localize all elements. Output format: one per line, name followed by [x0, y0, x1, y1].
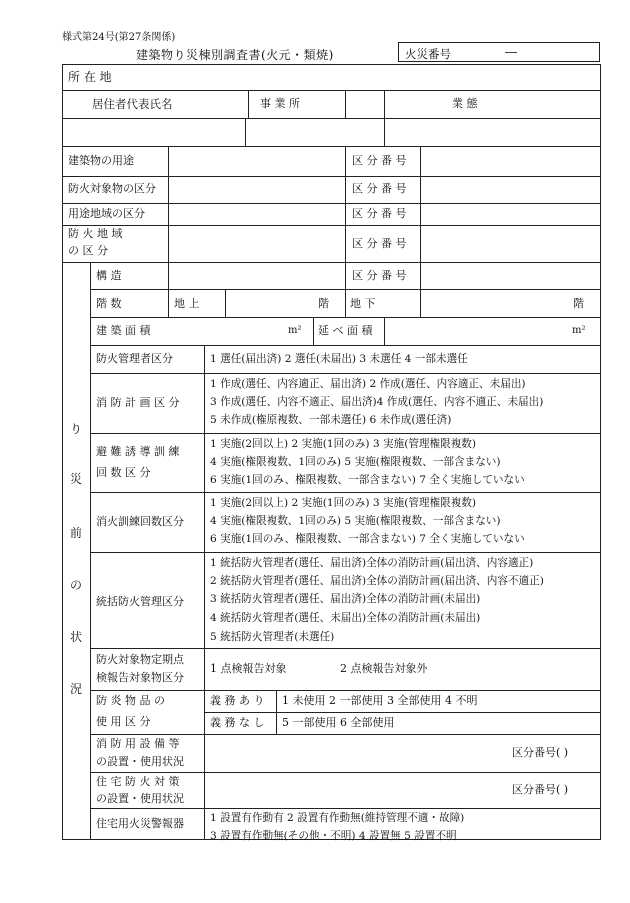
- floor-unit-label: 階: [573, 297, 584, 310]
- residential-measures-class-number[interactable]: 区分番号( ): [512, 783, 569, 796]
- fireproof-obligated-label: 義 務 あ り: [210, 694, 265, 707]
- area-unit-label: m²: [572, 325, 586, 336]
- fireproof-not-obligated-label: 義 務 な し: [210, 716, 265, 729]
- class-number-label: 区 分 番 号: [352, 237, 407, 250]
- fireproof-items-label-line2: 使 用 区 分: [96, 715, 151, 728]
- general-fire-manager-option-row: 4 統括防火管理者(選任、未届出)全体の消防計画(未届出): [210, 612, 481, 624]
- total-floor-area-label: 延 べ 面 積: [318, 324, 373, 337]
- structure-label: 構 造: [96, 269, 122, 282]
- building-use-label: 建築物の用途: [68, 154, 134, 167]
- business-office-label: 事 業 所: [260, 97, 300, 110]
- extinguish-drill-label: 消火訓練回数区分: [96, 515, 184, 528]
- fire-number-value[interactable]: ―: [505, 45, 517, 59]
- extinguish-drill-option-row: 1 実施(2回以上) 2 実施(1回のみ) 3 実施(管理権限複数): [210, 497, 477, 509]
- fireproof-obligated-options: 1 未使用 2 一部使用 3 全部使用 4 不明: [282, 694, 478, 707]
- fire-plan-option-row: 5 未作成(権原複数、一部未選任) 6 未作成(選任済): [210, 414, 452, 426]
- page-title: 建築物り災棟別調査書(火元・類焼): [136, 48, 334, 62]
- above-ground-label: 地 上: [174, 297, 200, 310]
- general-fire-manager-label: 統括防火管理区分: [96, 595, 184, 608]
- floor-unit-label: 階: [318, 297, 329, 310]
- side-label-char: の: [69, 578, 82, 592]
- fire-manager-label: 防火管理者区分: [96, 352, 173, 365]
- fire-equipment-class-number[interactable]: 区分番号( ): [512, 746, 569, 759]
- representative-name-label: 居住者代表氏名: [92, 97, 173, 111]
- fire-plan-option-row: 3 作成(選任、内容不適正、届出済)4 作成(選任、内容不適正、未届出): [210, 396, 544, 408]
- evacuation-drill-option-row: 1 実施(2回以上) 2 実施(1回のみ) 3 実施(管理権限複数): [210, 438, 477, 450]
- evacuation-drill-label-line1: 避 難 誘 導 訓 練: [96, 445, 180, 458]
- evacuation-drill-label-line2: 回 数 区 分: [96, 466, 151, 479]
- location-label: 所 在 地: [68, 70, 112, 84]
- fire-plan-label: 消 防 計 画 区 分: [96, 396, 180, 409]
- extinguish-drill-option-row: 6 実施(1回のみ、権限複数、一部含まない) 7 全く実施していない: [210, 533, 525, 545]
- periodic-inspection-label-line1: 防火対象物定期点: [96, 653, 184, 666]
- fire-plan-option-row: 1 作成(選任、内容適正、届出済) 2 作成(選任、内容適正、未届出): [210, 378, 526, 390]
- fire-equipment-label-line1: 消 防 用 設 備 等: [96, 737, 180, 750]
- class-number-label: 区 分 番 号: [352, 207, 407, 220]
- below-ground-label: 地 下: [350, 297, 376, 310]
- general-fire-manager-option-row: 2 統括防火管理者(選任、届出済)全体の消防計画(届出済、内容不適正): [210, 575, 544, 587]
- side-label-char: 状: [69, 630, 82, 644]
- fire-district-label-line2: の 区 分: [68, 244, 108, 257]
- zoning-label: 用途地域の区分: [68, 207, 145, 220]
- area-unit-label: m²: [288, 325, 302, 336]
- residential-measures-label-line1: 住 宅 防 火 対 策: [96, 775, 180, 788]
- building-area-label: 建 築 面 積: [96, 324, 151, 337]
- fireproof-not-obligated-options: 5 一部使用 6 全部使用: [282, 716, 395, 729]
- class-number-label: 区 分 番 号: [352, 269, 407, 282]
- general-fire-manager-option-row: 3 統括防火管理者(選任、届出済)全体の消防計画(未届出): [210, 593, 481, 605]
- side-label-char: り: [69, 422, 82, 436]
- evacuation-drill-option-row: 6 実施(1回のみ、権限複数、一部含まない) 7 全く実施していない: [210, 474, 525, 486]
- periodic-inspection-option: 2 点検報告対象外: [340, 662, 428, 675]
- form-number-label: 様式第24号(第27条関係): [62, 32, 176, 43]
- evacuation-drill-option-row: 4 実施(権限複数、1回のみ) 5 実施(権限複数、一部含まない): [210, 456, 501, 468]
- fireproof-items-label-line1: 防 炎 物 品 の: [96, 694, 165, 707]
- fire-number-label: 火災番号: [405, 47, 451, 61]
- class-number-label: 区 分 番 号: [352, 154, 407, 167]
- fire-equipment-label-line2: の設置・使用状況: [96, 755, 184, 768]
- fire-prevention-target-label: 防火対象物の区分: [68, 182, 156, 195]
- side-label-char: 況: [69, 682, 82, 696]
- business-type-label: 業 態: [452, 97, 478, 110]
- fire-district-label-line1: 防 火 地 域: [68, 227, 123, 240]
- residential-alarm-option-row: 3 設置有作動無(その他・不明) 4 設置無 5 設置不明: [210, 830, 457, 842]
- fire-manager-options: 1 選任(届出済) 2 選任(未届出) 3 未選任 4 一部未選任: [210, 353, 468, 365]
- floors-label: 階 数: [96, 297, 122, 310]
- extinguish-drill-option-row: 4 実施(権限複数、1回のみ) 5 実施(権限複数、一部含まない): [210, 515, 501, 527]
- residential-measures-label-line2: の設置・使用状況: [96, 792, 184, 805]
- side-label-char: 前: [69, 526, 82, 540]
- residential-alarm-option-row: 1 設置有作動有 2 設置有作動無(維持管理不適・故障): [210, 812, 465, 824]
- general-fire-manager-option-row: 5 統括防火管理者(未選任): [210, 631, 335, 643]
- class-number-label: 区 分 番 号: [352, 182, 407, 195]
- general-fire-manager-option-row: 1 統括防火管理者(選任、届出済)全体の消防計画(届出済、内容適正): [210, 557, 534, 569]
- side-label-char: 災: [69, 472, 82, 486]
- periodic-inspection-label-line2: 検報告対象物区分: [96, 671, 184, 684]
- residential-alarm-label: 住宅用火災警報器: [96, 817, 184, 830]
- periodic-inspection-option: 1 点検報告対象: [210, 662, 287, 675]
